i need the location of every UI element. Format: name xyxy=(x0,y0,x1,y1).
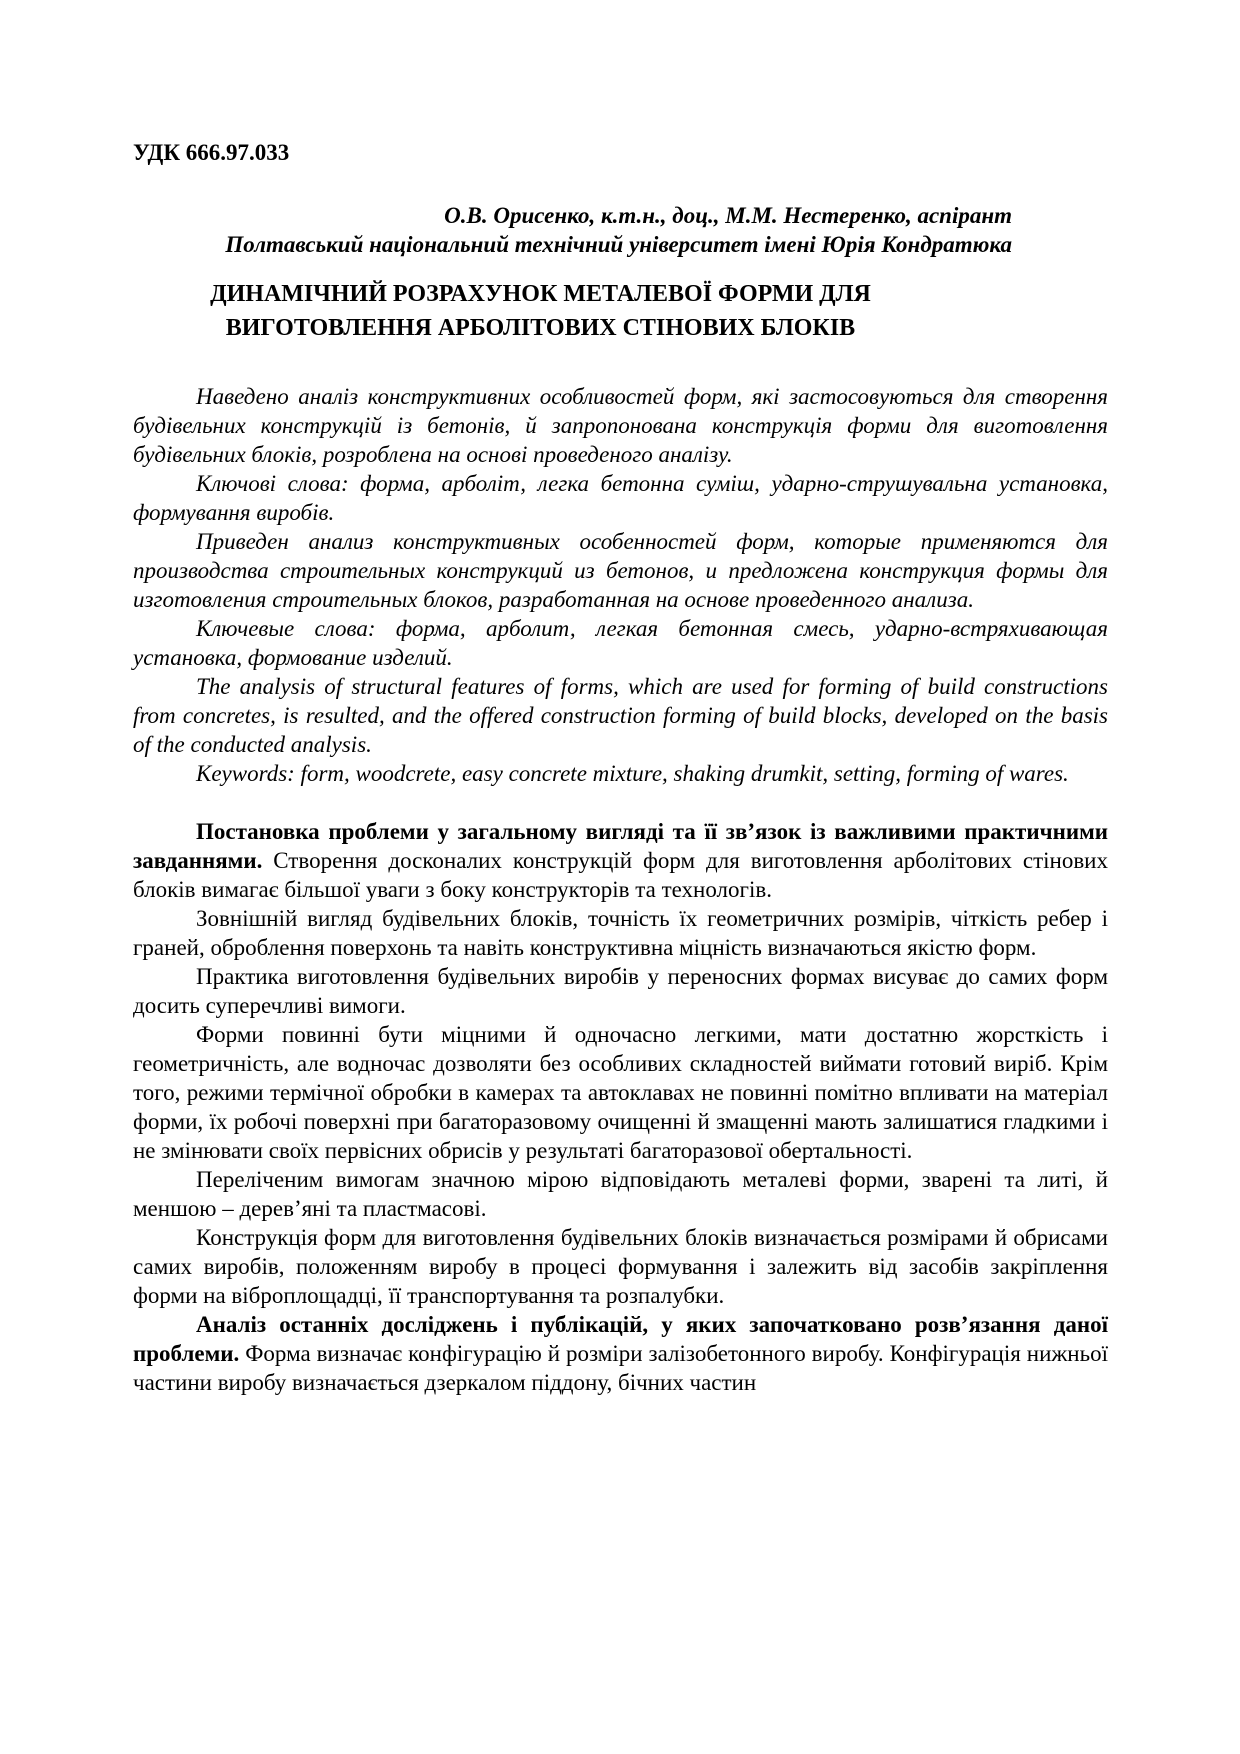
paragraph xyxy=(133,962,1108,1020)
paragraph-problem-statement xyxy=(133,817,1108,904)
authors-line: О.В. Орисенко, к.т.н., доц., М.М. Нестеренко, аспірант xyxy=(444,203,1012,228)
paragraph-lead: Постановка проблеми у загальному вигляді та її зв’язок із важливими практичними завданнями. xyxy=(133,819,1108,873)
paragraph xyxy=(133,904,1108,962)
keywords-en: Keywords: form, woodcrete, easy concrete mixture, shaking drumkit, setting, forming of wares. xyxy=(196,761,1069,786)
affiliation-line: Полтавський національний технічний університет імені Юрія Кондратюка xyxy=(225,232,1012,257)
keywords-ua: Ключові слова: форма, арболіт, легка бетонна суміш, ударно-струшувальна установка, формування виробів. xyxy=(133,471,1108,525)
paragraph xyxy=(133,1165,1108,1223)
paragraph-text: Форма визначає конфігурацію й розміри залізобетонного виробу. Конфігурація нижньої частини виробу визначається дзеркалом піддону, бічних частин xyxy=(133,1341,1108,1395)
paragraph-text: Створення досконалих конструкцій форм для виготовлення арболітових стінових блоків вимагає більшої уваги з боку конструкторів та технологів. xyxy=(133,848,1108,902)
paper-title-line1: ДИНАМІЧНИЙ РОЗРАХУНОК МЕТАЛЕВОЇ ФОРМИ ДЛЯ xyxy=(210,281,871,307)
paper-title-line2: ВИГОТОВЛЕННЯ АРБОЛІТОВИХ СТІНОВИХ БЛОКІВ xyxy=(225,315,856,341)
abstract-ru: Приведен анализ конструктивных особенностей форм, которые применяются для производства строительных конструкций из бетонов, и предложена конструкция формы для изготовления строительных блоков, разработанная на основе проведенного анализа. xyxy=(133,529,1108,612)
paragraph-analysis-of-research xyxy=(133,1310,1108,1397)
body-section xyxy=(133,817,1108,1397)
paragraph xyxy=(133,1223,1108,1310)
paragraph xyxy=(133,1020,1108,1165)
abstract-ua: Наведено аналіз конструктивних особливостей форм, які застосовуються для створення будівельних конструкцій із бетонів, й запропонована конструкція форми для виготовлення будівельних блоків, розроблена на основі проведеного аналізу. xyxy=(133,384,1108,467)
paragraph-lead: Аналіз останніх досліджень і публікацій, у яких започатковано розв’язання даної проблеми. xyxy=(133,1312,1108,1366)
paragraph-text: Конструкція форм для виготовлення будівельних блоків визначається розмірами й обрисами самих виробів, положенням виробу в процесі формування і залежить від засобів закріплення форми на віброплощадці, її транспортування та розпалубки. xyxy=(133,1225,1108,1308)
abstract-section xyxy=(133,382,1108,788)
paragraph-text: Переліченим вимогам значною мірою відповідають металеві форми, зварені та литі, й меншою – дерев’яні та пластмасові. xyxy=(133,1167,1108,1221)
abstract-en: The analysis of structural features of forms, which are used for forming of build constructions from concretes, is resulted, and the offered construction forming of build blocks, developed on the basis of the conducted analysis. xyxy=(133,674,1108,757)
paragraph-text: Форми повинні бути міцними й одночасно легкими, мати достатню жорсткість і геометричність, але водночас дозволяти без особливих складностей виймати готовий виріб. Крім того, режими термічної обробки в камерах та автоклавах не повинні помітно впливати на матеріал форми, їх робочі поверхні при багаторазовому очищенні й змащенні мають залишатися гладкими і не змінювати своїх первісних обрисів у результаті багаторазової обертальності. xyxy=(133,1022,1108,1163)
paper-title xyxy=(133,277,948,345)
udc-code: УДК 666.97.033 xyxy=(133,140,290,165)
authors-block xyxy=(133,201,1108,259)
paragraph-text: Практика виготовлення будівельних виробів у переносних формах висуває до самих форм досить суперечливі вимоги. xyxy=(133,964,1108,1018)
paragraph-text: Зовнішній вигляд будівельних блоків, точність їх геометричних розмірів, чіткість ребер і граней, оброблення поверхонь та навіть конструктивна міцність визначаються якістю форм. xyxy=(133,906,1108,960)
keywords-ru: Ключевые слова: форма, арболит, легкая бетонная смесь, ударно-встряхивающая установка, формование изделий. xyxy=(133,616,1108,670)
